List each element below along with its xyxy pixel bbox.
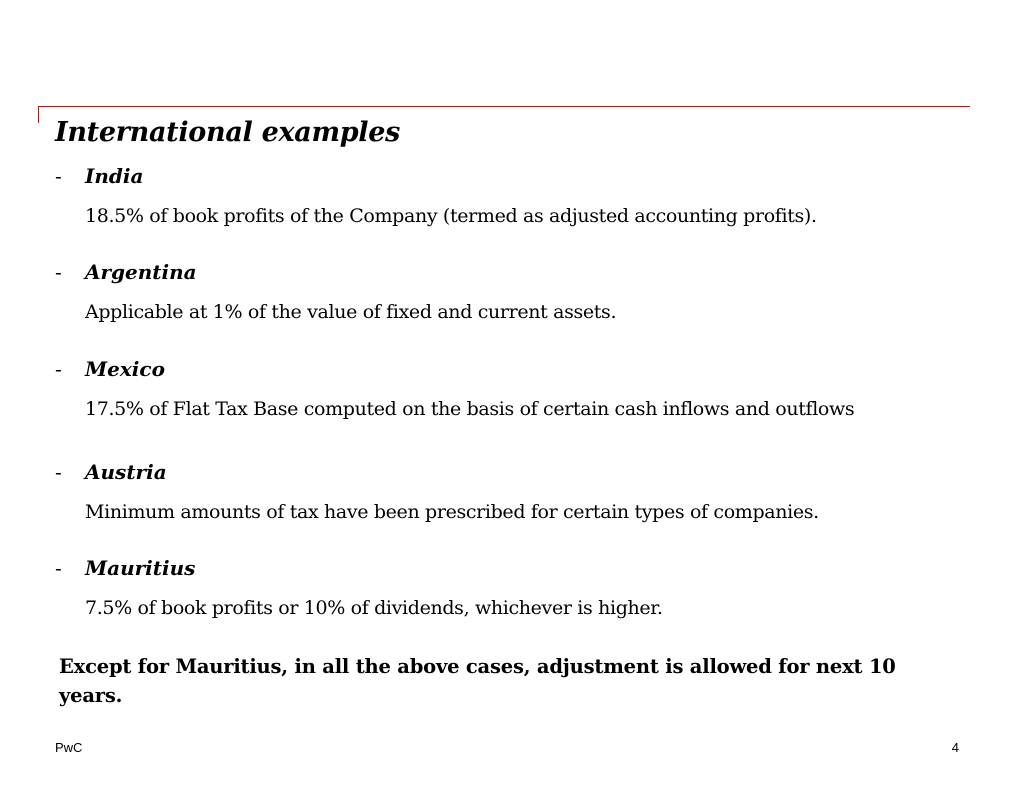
country-name: India [85,164,144,188]
slide-title: International examples [55,117,401,148]
list-item-mauritius [55,554,955,619]
bullet-dash: - [55,357,62,381]
summary-note: Except for Mauritius, in all the above cases, adjustment is allowed for next 10 years. [59,655,896,707]
list-item-argentina [55,258,955,323]
country-description: Applicable at 1% of the value of fixed and current assets. [85,301,617,323]
country-description: 18.5% of book profits of the Company (termed as adjusted accounting profits). [85,205,817,227]
country-description: 17.5% of Flat Tax Base computed on the basis of certain cash inflows and outflows [85,398,855,420]
header-rule [38,106,970,107]
country-description: 7.5% of book profits or 10% of dividends, whichever is higher. [85,597,663,619]
list-item-india [55,162,955,227]
country-name: Argentina [85,260,197,284]
bullet-dash: - [55,460,62,484]
bullet-dash: - [55,556,62,580]
country-name: Mauritius [85,556,196,580]
page-number: 4 [951,740,959,755]
bullet-dash: - [55,164,62,188]
country-name: Austria [85,460,167,484]
country-description: Minimum amounts of tax have been prescribed for certain types of companies. [85,501,819,523]
list-item-austria [55,458,955,523]
bullet-dash: - [55,260,62,284]
footer-brand: PwC [55,740,83,755]
list-item-mexico [55,355,955,420]
country-name: Mexico [85,357,165,381]
header-rule-corner [38,106,39,123]
